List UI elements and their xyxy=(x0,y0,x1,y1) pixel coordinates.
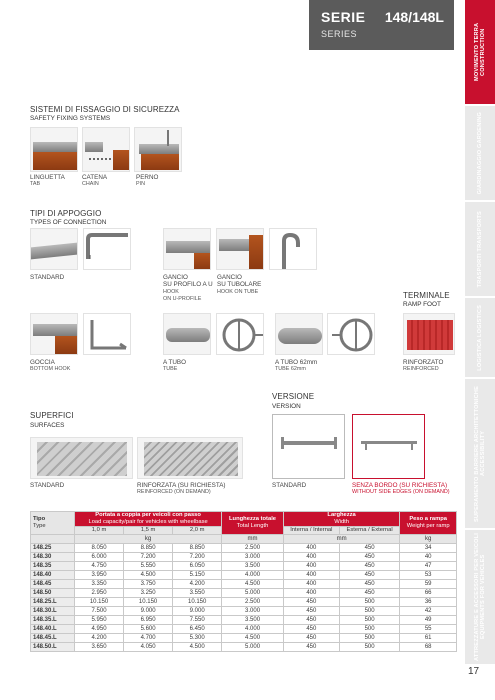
sidebar-tab-vehicle-equipments[interactable]: ATTREZZATURE E ACCESSORI PER VEICOLI EQUIPMENTS FOR VEHICLES xyxy=(465,530,495,665)
value-cell: 450 xyxy=(283,607,339,616)
value-cell: 450 xyxy=(339,589,400,598)
value-cell: 53 xyxy=(400,571,457,580)
standard-version-caption: STANDARD xyxy=(272,482,307,489)
connection-title: TIPI DI APPOGGIO xyxy=(30,209,102,218)
value-cell: 42 xyxy=(400,607,457,616)
value-cell: 4.500 xyxy=(173,643,222,652)
unit-row: kg mm mm kg xyxy=(31,535,457,544)
category-sidebar xyxy=(465,0,495,700)
value-cell: 5.600 xyxy=(124,625,173,634)
bottom-hook-caption: GOCCIA BOTTOM HOOK xyxy=(30,359,71,373)
chain-fixing-image xyxy=(82,127,130,172)
tube-62-caption: A TUBO 62mm TUBE 62mm xyxy=(275,359,318,373)
hook-tube-image xyxy=(216,228,264,270)
value-cell: 3.500 xyxy=(222,562,284,571)
tube-profile-image xyxy=(216,313,264,355)
value-cell: 8.050 xyxy=(75,544,124,553)
series-subtitle: SERIES xyxy=(321,29,358,39)
value-cell: 61 xyxy=(400,634,457,643)
reinforced-ramp-foot-caption: RINFORZATO REINFORCED xyxy=(403,359,444,373)
standard-surface-caption: STANDARD xyxy=(30,482,65,489)
value-cell: 10.150 xyxy=(75,598,124,607)
weight-header: Peso a rampa Weight per ramp xyxy=(400,512,457,535)
tube-caption: A TUBO TUBE xyxy=(163,359,186,373)
value-cell: 4.000 xyxy=(222,571,284,580)
sidebar-tab-transports[interactable]: TRASPORTI TRANSPORTS xyxy=(465,202,495,297)
model-cell: 148.25 xyxy=(31,544,75,553)
ramp-foot-subtitle: RAMP FOOT xyxy=(403,301,441,308)
no-edge-version-caption: SENZA BORDO (SU RICHIESTA) WITHOUT SIDE EDGES (ON DEMAND) xyxy=(352,482,450,496)
value-cell: 450 xyxy=(339,544,400,553)
value-cell: 3.000 xyxy=(222,553,284,562)
table-row xyxy=(31,571,457,580)
value-cell: 5.150 xyxy=(173,571,222,580)
value-cell: 400 xyxy=(283,553,339,562)
value-cell: 3.500 xyxy=(222,616,284,625)
value-cell: 450 xyxy=(339,562,400,571)
reinforced-surface-caption: RINFORZATA (SU RICHIESTA) REINFORCED (ON DEMAND) xyxy=(137,482,226,496)
value-cell: 400 xyxy=(283,580,339,589)
series-header xyxy=(309,0,454,50)
model-cell: 148.50.L xyxy=(31,643,75,652)
surfaces-subtitle: SURFACES xyxy=(30,422,65,429)
page-number: 17 xyxy=(468,666,480,677)
pin-caption: PERNO PIN xyxy=(136,174,159,188)
value-cell: 7.200 xyxy=(124,553,173,562)
reinforced-surface-image xyxy=(137,437,243,479)
value-cell: 8.850 xyxy=(124,544,173,553)
standard-surface-image xyxy=(30,437,133,479)
bottom-hook-image xyxy=(30,313,78,355)
no-edge-version-image xyxy=(352,414,425,479)
hook-u-image xyxy=(163,228,211,270)
spec-table xyxy=(30,511,457,652)
hook-tube-profile-image xyxy=(269,228,317,270)
table-row xyxy=(31,562,457,571)
value-cell: 500 xyxy=(339,616,400,625)
fixing-title: SISTEMI DI FISSAGGIO DI SICUREZZA xyxy=(30,105,180,114)
value-cell: 450 xyxy=(339,580,400,589)
value-cell: 66 xyxy=(400,589,457,598)
standard-version-image xyxy=(272,414,345,479)
value-cell: 450 xyxy=(339,571,400,580)
value-cell: 55 xyxy=(400,625,457,634)
value-cell: 450 xyxy=(339,553,400,562)
pin-fixing-image xyxy=(134,127,182,172)
table-row xyxy=(31,589,457,598)
tube-62-image xyxy=(275,313,323,355)
table-row xyxy=(31,598,457,607)
sidebar-tab-construction[interactable]: MOVIMENTO TERRA CONSTRUCTION xyxy=(465,0,495,105)
series-code: 148/148L xyxy=(384,9,444,25)
capacity-header: Portata a coppia per veicoli con passo Load capacity/pair for vehicles with wheelbase xyxy=(75,512,222,527)
tube-62-profile-image xyxy=(327,313,375,355)
model-cell: 148.40.L xyxy=(31,625,75,634)
standard-profile-image xyxy=(83,228,131,270)
value-cell: 4.750 xyxy=(75,562,124,571)
value-cell: 5.950 xyxy=(75,616,124,625)
value-cell: 450 xyxy=(283,616,339,625)
value-cell: 7.500 xyxy=(75,607,124,616)
value-cell: 500 xyxy=(339,607,400,616)
value-cell: 450 xyxy=(283,634,339,643)
table-row xyxy=(31,643,457,652)
wheelbase-2-header: 1,5 m xyxy=(124,527,173,535)
value-cell: 3.000 xyxy=(222,607,284,616)
value-cell: 500 xyxy=(339,643,400,652)
wheelbase-3-header: 2,0 m xyxy=(173,527,222,535)
value-cell: 9.000 xyxy=(173,607,222,616)
tab-fixing-image xyxy=(30,127,78,172)
model-cell: 148.45.L xyxy=(31,634,75,643)
value-cell: 8.850 xyxy=(173,544,222,553)
tab-caption: LINGUETTA TAB xyxy=(30,174,65,188)
internal-width-header: Interna / Internal xyxy=(283,527,339,535)
value-cell: 4.200 xyxy=(75,634,124,643)
value-cell: 2.500 xyxy=(222,544,284,553)
standard-connection-caption: STANDARD xyxy=(30,274,65,281)
value-cell: 450 xyxy=(283,598,339,607)
value-cell: 7.550 xyxy=(173,616,222,625)
value-cell: 400 xyxy=(283,571,339,580)
value-cell: 3.650 xyxy=(75,643,124,652)
model-cell: 148.30 xyxy=(31,553,75,562)
value-cell: 4.200 xyxy=(173,580,222,589)
type-header: Tipo Type xyxy=(31,512,75,535)
value-cell: 400 xyxy=(283,562,339,571)
sidebar-tab-gardening[interactable]: GIARDINAGGIO GARDENING xyxy=(465,106,495,201)
value-cell: 47 xyxy=(400,562,457,571)
value-cell: 4.950 xyxy=(75,625,124,634)
chain-caption: CATENA CHAIN xyxy=(82,174,108,188)
value-cell: 5.300 xyxy=(173,634,222,643)
value-cell: 5.000 xyxy=(222,589,284,598)
model-cell: 148.30.L xyxy=(31,607,75,616)
sidebar-tab-logistics[interactable]: LOGISTICA LOGISTICS xyxy=(465,298,495,378)
value-cell: 450 xyxy=(283,625,339,634)
sidebar-tab-accessibility[interactable]: SUPERAMENTO BARRIERE ARCHITETTONICHE ACCESSIBILITY xyxy=(465,379,495,529)
value-cell: 6.050 xyxy=(173,562,222,571)
value-cell: 3.950 xyxy=(75,571,124,580)
version-subtitle: VERSION xyxy=(272,403,301,410)
surfaces-title: SUPERFICI xyxy=(30,411,74,420)
value-cell: 4.000 xyxy=(222,625,284,634)
value-cell: 34 xyxy=(400,544,457,553)
value-cell: 4.700 xyxy=(124,634,173,643)
value-cell: 6.450 xyxy=(173,625,222,634)
value-cell: 3.250 xyxy=(124,589,173,598)
value-cell: 5.550 xyxy=(124,562,173,571)
value-cell: 5.000 xyxy=(222,643,284,652)
value-cell: 68 xyxy=(400,643,457,652)
value-cell: 4.500 xyxy=(222,580,284,589)
external-width-header: Esterna / External xyxy=(339,527,400,535)
value-cell: 450 xyxy=(283,643,339,652)
value-cell: 3.750 xyxy=(124,580,173,589)
standard-connection-image xyxy=(30,228,78,270)
table-row xyxy=(31,553,457,562)
table-row xyxy=(31,625,457,634)
version-title: VERSIONE xyxy=(272,392,315,401)
fixing-subtitle: SAFETY FIXING SYSTEMS xyxy=(30,115,111,122)
connection-subtitle: TYPES OF CONNECTION xyxy=(30,219,107,226)
value-cell: 2.500 xyxy=(222,598,284,607)
value-cell: 7.200 xyxy=(173,553,222,562)
value-cell: 4.050 xyxy=(124,643,173,652)
value-cell: 40 xyxy=(400,553,457,562)
value-cell: 10.150 xyxy=(173,598,222,607)
reinforced-ramp-foot-image xyxy=(403,313,455,355)
value-cell: 500 xyxy=(339,625,400,634)
series-label: SERIE xyxy=(321,9,366,25)
model-cell: 148.35.L xyxy=(31,616,75,625)
value-cell: 3.350 xyxy=(75,580,124,589)
ramp-foot-title: TERMINALE xyxy=(403,291,450,300)
table-row xyxy=(31,634,457,643)
value-cell: 9.000 xyxy=(124,607,173,616)
table-row xyxy=(31,580,457,589)
table-row xyxy=(31,616,457,625)
table-row xyxy=(31,544,457,553)
model-cell: 148.40 xyxy=(31,571,75,580)
value-cell: 2.950 xyxy=(75,589,124,598)
value-cell: 500 xyxy=(339,598,400,607)
length-header: Lunghezza totale Total Length xyxy=(222,512,284,535)
model-cell: 148.25.L xyxy=(31,598,75,607)
model-cell: 148.50 xyxy=(31,589,75,598)
value-cell: 6.000 xyxy=(75,553,124,562)
width-header: Larghezza Width xyxy=(283,512,399,527)
value-cell: 4.500 xyxy=(222,634,284,643)
value-cell: 36 xyxy=(400,598,457,607)
value-cell: 500 xyxy=(339,634,400,643)
value-cell: 3.550 xyxy=(173,589,222,598)
tube-image xyxy=(163,313,211,355)
value-cell: 4.500 xyxy=(124,571,173,580)
value-cell: 6.950 xyxy=(124,616,173,625)
value-cell: 59 xyxy=(400,580,457,589)
model-cell: 148.45 xyxy=(31,580,75,589)
value-cell: 400 xyxy=(283,544,339,553)
hook-tube-caption: GANCIO SU TUBOLARE HOOK ON TUBE xyxy=(217,274,262,295)
bottom-hook-profile-image xyxy=(83,313,131,355)
value-cell: 10.150 xyxy=(124,598,173,607)
wheelbase-1-header: 1,0 m xyxy=(75,527,124,535)
value-cell: 49 xyxy=(400,616,457,625)
table-row xyxy=(31,607,457,616)
value-cell: 400 xyxy=(283,589,339,598)
model-cell: 148.35 xyxy=(31,562,75,571)
hook-u-caption: GANCIO SU PROFILO A U HOOK ON U-PROFILE xyxy=(163,274,213,303)
